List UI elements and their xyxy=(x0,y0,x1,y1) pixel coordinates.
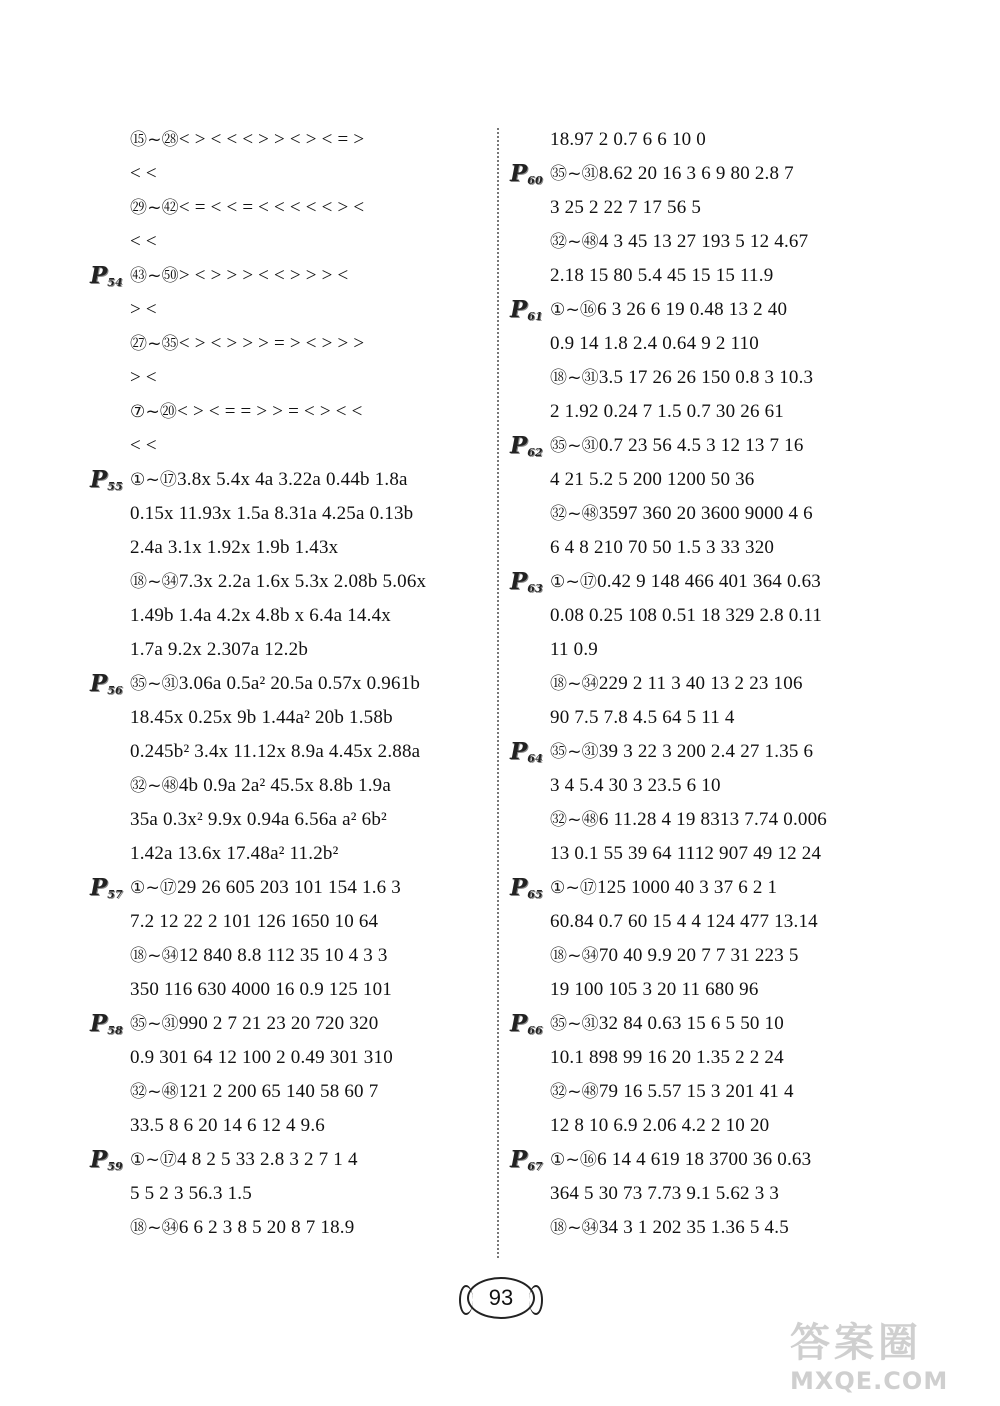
answer-line xyxy=(130,803,387,837)
page-marker-number: 58 xyxy=(107,1024,123,1037)
answer-values: < < xyxy=(130,231,157,252)
answer-values: < > < = = > > = < > < < xyxy=(177,401,363,422)
answer-values: < < xyxy=(130,163,157,184)
question-range: ㉜~㊽ xyxy=(550,232,599,252)
question-range: ①~⑰ xyxy=(130,1150,178,1170)
answer-line xyxy=(550,973,759,1007)
page-marker: $P_{60}$ xyxy=(510,160,543,187)
answer-line xyxy=(550,667,803,701)
answer-line xyxy=(130,633,308,667)
answer-values: 60.84 0.7 60 15 4 4 124 477 13.14 xyxy=(550,911,818,932)
page-marker: $P_{59}$ xyxy=(90,1146,123,1173)
answer-values: 0.245b² 3.4x 11.12x 8.9a 4.45x 2.88a xyxy=(130,741,421,762)
answer-values: 1.42a 13.6x 17.48a² 11.2b² xyxy=(130,843,339,864)
answer-values: < = < < = < < < < < > < xyxy=(178,197,365,218)
question-range: ①~⑯ xyxy=(550,1150,598,1170)
answer-values: 13 0.1 55 39 64 1112 907 49 12 24 xyxy=(550,843,822,864)
answer-values: 0.08 0.25 108 0.51 18 329 2.8 0.11 xyxy=(550,605,823,626)
answer-line xyxy=(550,633,598,667)
answer-line xyxy=(550,599,822,633)
answer-line xyxy=(130,973,392,1007)
answer-values: 990 2 7 21 23 20 720 320 xyxy=(178,1013,379,1034)
question-range: ㉜~㊽ xyxy=(130,776,179,796)
answer-values: 5 5 2 3 56.3 1.5 xyxy=(130,1183,252,1204)
answer-line xyxy=(550,837,821,871)
answer-values: 3.5 17 26 26 150 0.8 3 10.3 xyxy=(598,367,814,388)
question-range: ㉟~㉛ xyxy=(550,742,599,762)
question-range: ㉜~㊽ xyxy=(130,1082,179,1102)
answer-line xyxy=(130,259,348,293)
question-range: ⑱~㉞ xyxy=(550,674,599,694)
answer-values: 35a 0.3x² 9.9x 0.94a 6.56a a² 6b² xyxy=(130,809,387,830)
answer-values: 6 3 26 6 19 0.48 13 2 40 xyxy=(597,299,788,320)
question-range: ㉟~㉛ xyxy=(550,436,599,456)
answer-line xyxy=(550,429,804,463)
question-range: ㉙~㊷ xyxy=(130,198,179,218)
question-range: ⑱~㉞ xyxy=(550,946,599,966)
answer-values: 19 100 105 3 20 11 680 96 xyxy=(550,979,759,1000)
page-marker-number: 54 xyxy=(107,276,123,289)
watermark-logo-text: 答案圈 xyxy=(790,1320,922,1366)
answer-values: 39 3 22 3 200 2.4 27 1.35 6 xyxy=(598,741,814,762)
answer-values: 18.45x 0.25x 9b 1.44a² 20b 1.58b xyxy=(130,707,393,728)
answer-values: 121 2 200 65 140 58 60 7 xyxy=(178,1081,379,1102)
answer-values: 0.15x 11.93x 1.5a 8.31a 4.25a 0.13b xyxy=(130,503,414,524)
answer-values: 3 25 2 22 7 17 56 5 xyxy=(550,197,702,218)
page-marker: $P_{58}$ xyxy=(90,1010,123,1037)
answer-values: 29 26 605 203 101 154 1.6 3 xyxy=(177,877,401,898)
answer-values: < < xyxy=(130,435,157,456)
answer-line xyxy=(130,599,391,633)
answer-values: 7.3x 2.2a 1.6x 5.3x 2.08b 5.06x xyxy=(178,571,427,592)
answer-values: 3.8x 5.4x 4a 3.22a 0.44b 1.8a xyxy=(177,469,408,490)
answer-line xyxy=(130,191,364,225)
answer-line xyxy=(550,1143,811,1177)
answer-values: 18.97 2 0.7 6 6 10 0 xyxy=(550,129,706,150)
answer-line xyxy=(130,361,157,395)
answer-line xyxy=(550,769,721,803)
question-range: ㉟~㉛ xyxy=(130,674,179,694)
page-marker-number: 57 xyxy=(107,888,123,901)
page-marker: $P_{54}$ xyxy=(90,262,123,289)
answer-values: 0.7 23 56 4.5 3 12 13 7 16 xyxy=(598,435,804,456)
answer-line xyxy=(130,429,157,463)
column-divider xyxy=(497,128,499,1258)
answer-values: 2 1.92 0.24 7 1.5 0.7 30 26 61 xyxy=(550,401,784,422)
answer-line xyxy=(550,905,818,939)
question-range: ㉜~㊽ xyxy=(550,810,599,830)
answer-line xyxy=(550,1007,784,1041)
page-marker: $P_{56}$ xyxy=(90,670,123,697)
answer-values: 7.2 12 22 2 101 126 1650 10 64 xyxy=(130,911,379,932)
answer-values: 4 8 2 5 33 2.8 3 2 7 1 4 xyxy=(177,1149,358,1170)
answer-values: 1.49b 1.4a 4.2x 4.8b x 6.4a 14.4x xyxy=(130,605,391,626)
answer-line xyxy=(130,1007,378,1041)
answer-values: 6 4 8 210 70 50 1.5 3 33 320 xyxy=(550,537,775,558)
answer-line xyxy=(130,1177,252,1211)
answer-line xyxy=(130,565,426,599)
answer-values: 0.9 301 64 12 100 2 0.49 301 310 xyxy=(130,1047,393,1068)
page-marker-number: 62 xyxy=(527,446,543,459)
answer-line xyxy=(550,701,735,735)
page-marker: $P_{64}$ xyxy=(510,738,543,765)
answer-values: 125 1000 40 3 37 6 2 1 xyxy=(597,877,778,898)
page-marker-number: 60 xyxy=(527,174,543,187)
answer-line xyxy=(130,1109,325,1143)
answer-line xyxy=(550,191,701,225)
page-number: 93 xyxy=(467,1277,535,1319)
answer-values: 350 116 630 4000 16 0.9 125 101 xyxy=(130,979,392,1000)
question-range: ⑱~㉞ xyxy=(550,1218,599,1238)
answer-values: 0.42 9 148 466 401 364 0.63 xyxy=(597,571,821,592)
question-range: ⑱~㉛ xyxy=(550,368,599,388)
answer-line xyxy=(130,1143,358,1177)
answer-line xyxy=(130,1075,378,1109)
question-range: ⑮~㉘ xyxy=(130,130,179,150)
answer-values: 12 840 8.8 112 35 10 4 3 3 xyxy=(178,945,388,966)
page-marker: $P_{66}$ xyxy=(510,1010,543,1037)
question-range: ①~⑯ xyxy=(550,300,598,320)
answer-values: > < xyxy=(130,299,157,320)
page-marker-number: 64 xyxy=(527,752,543,765)
page-marker-number: 55 xyxy=(107,480,123,493)
answer-line xyxy=(130,531,338,565)
answer-line xyxy=(550,531,774,565)
answer-values: 90 7.5 7.8 4.5 64 5 11 4 xyxy=(550,707,735,728)
answer-line xyxy=(130,327,364,361)
question-range: ㉜~㊽ xyxy=(550,1082,599,1102)
answer-line xyxy=(550,463,755,497)
answer-values: < > < > > > = > < > > > xyxy=(178,333,365,354)
answer-line xyxy=(550,225,808,259)
answer-line xyxy=(550,871,777,905)
page-marker: $P_{57}$ xyxy=(90,874,123,901)
watermark xyxy=(790,1320,990,1400)
answer-line xyxy=(130,1211,354,1245)
answer-line xyxy=(130,1041,393,1075)
page-marker: $P_{65}$ xyxy=(510,874,543,901)
answer-line xyxy=(130,905,378,939)
page-marker-number: 59 xyxy=(107,1160,123,1173)
page-marker-number: 65 xyxy=(527,888,543,901)
answer-line xyxy=(130,497,413,531)
question-range: ①~⑰ xyxy=(130,878,178,898)
answer-values: 364 5 30 73 7.73 9.1 5.62 3 3 xyxy=(550,1183,780,1204)
answer-line xyxy=(550,293,787,327)
page-marker: $P_{67}$ xyxy=(510,1146,543,1173)
answer-line xyxy=(130,939,388,973)
answer-line xyxy=(130,735,420,769)
answer-line xyxy=(130,157,157,191)
answer-line xyxy=(550,1177,779,1211)
answer-line xyxy=(130,395,363,429)
answer-values: < > < < < > > < > < = > xyxy=(178,129,365,150)
answer-values: 229 2 11 3 40 13 2 23 106 xyxy=(598,673,803,694)
question-range: ㉟~㉛ xyxy=(550,1014,599,1034)
answer-line xyxy=(550,803,827,837)
question-range: ㉗~㉟ xyxy=(130,334,179,354)
answer-line xyxy=(130,463,408,497)
answer-values: 6 11.28 4 19 8313 7.74 0.006 xyxy=(598,809,828,830)
answer-line xyxy=(550,123,706,157)
answer-line xyxy=(550,361,813,395)
question-range: ⑦~⑳ xyxy=(130,402,178,422)
answer-line xyxy=(550,395,784,429)
answer-line xyxy=(550,157,794,191)
answer-values: 79 16 5.57 15 3 201 41 4 xyxy=(598,1081,794,1102)
question-range: ㉟~㉛ xyxy=(130,1014,179,1034)
answer-line xyxy=(550,939,799,973)
answer-values: 6 14 4 619 18 3700 36 0.63 xyxy=(597,1149,812,1170)
answer-line xyxy=(130,225,157,259)
question-range: ⑱~㉞ xyxy=(130,946,179,966)
answer-line xyxy=(550,497,813,531)
question-range: ㊸~㊿ xyxy=(130,266,179,286)
answer-values: 12 8 10 6.9 2.06 4.2 2 10 20 xyxy=(550,1115,770,1136)
page-marker-number: 61 xyxy=(527,310,543,323)
question-range: ⑱~㉞ xyxy=(130,1218,179,1238)
page-marker: $P_{61}$ xyxy=(510,296,543,323)
question-range: ①~⑰ xyxy=(550,878,598,898)
question-range: ㉜~㊽ xyxy=(550,504,599,524)
answer-line xyxy=(130,293,157,327)
answer-values: 6 6 2 3 8 5 20 8 7 18.9 xyxy=(178,1217,355,1238)
page-marker: $P_{63}$ xyxy=(510,568,543,595)
answer-values: 33.5 8 6 20 14 6 12 4 9.6 xyxy=(130,1115,325,1136)
answer-values: > < xyxy=(130,367,157,388)
answer-values: 4 3 45 13 27 193 5 12 4.67 xyxy=(598,231,809,252)
page-marker: $P_{55}$ xyxy=(90,466,123,493)
question-range: ①~⑰ xyxy=(130,470,178,490)
answer-values: 10.1 898 99 16 20 1.35 2 2 24 xyxy=(550,1047,784,1068)
answer-line xyxy=(130,769,391,803)
answer-line xyxy=(130,701,393,735)
watermark-url: MXQE.COM xyxy=(790,1367,949,1395)
answer-line xyxy=(130,667,420,701)
page-marker-number: 56 xyxy=(107,684,123,697)
answer-line xyxy=(550,1075,794,1109)
answer-values: 34 3 1 202 35 1.36 5 4.5 xyxy=(598,1217,789,1238)
answer-line xyxy=(130,123,364,157)
answer-line xyxy=(550,565,821,599)
answer-line xyxy=(550,259,773,293)
answer-line xyxy=(130,871,401,905)
answer-line xyxy=(550,735,813,769)
answer-values: 3 4 5.4 30 3 23.5 6 10 xyxy=(550,775,721,796)
answer-line xyxy=(550,1041,784,1075)
answer-values: 8.62 20 16 3 6 9 80 2.8 7 xyxy=(598,163,794,184)
page-marker-number: 66 xyxy=(527,1024,543,1037)
answer-line xyxy=(550,1109,769,1143)
answer-line xyxy=(550,327,759,361)
answer-values: > < > > > < < > > > < xyxy=(178,265,349,286)
answer-values: 4 21 5.2 5 200 1200 50 36 xyxy=(550,469,755,490)
answer-values: 70 40 9.9 20 7 7 31 223 5 xyxy=(598,945,799,966)
answer-values: 1.7a 9.2x 2.307a 12.2b xyxy=(130,639,309,660)
page-marker-number: 67 xyxy=(527,1160,543,1173)
answer-values: 0.9 14 1.8 2.4 0.64 9 2 110 xyxy=(550,333,759,354)
answer-values: 3.06a 0.5a² 20.5a 0.57x 0.961b xyxy=(178,673,421,694)
page-marker-number: 63 xyxy=(527,582,543,595)
answer-line xyxy=(550,1211,789,1245)
question-range: ①~⑰ xyxy=(550,572,598,592)
answer-values: 3597 360 20 3600 9000 4 6 xyxy=(598,503,813,524)
answer-values: 32 84 0.63 15 6 5 50 10 xyxy=(598,1013,784,1034)
answer-line xyxy=(130,837,339,871)
answer-values: 2.4a 3.1x 1.92x 1.9b 1.43x xyxy=(130,537,339,558)
question-range: ㉟~㉛ xyxy=(550,164,599,184)
answer-values: 4b 0.9a 2a² 45.5x 8.8b 1.9a xyxy=(178,775,392,796)
page-marker: $P_{62}$ xyxy=(510,432,543,459)
answer-values: 11 0.9 xyxy=(550,639,598,660)
question-range: ⑱~㉞ xyxy=(130,572,179,592)
answer-values: 2.18 15 80 5.4 45 15 15 11.9 xyxy=(550,265,774,286)
